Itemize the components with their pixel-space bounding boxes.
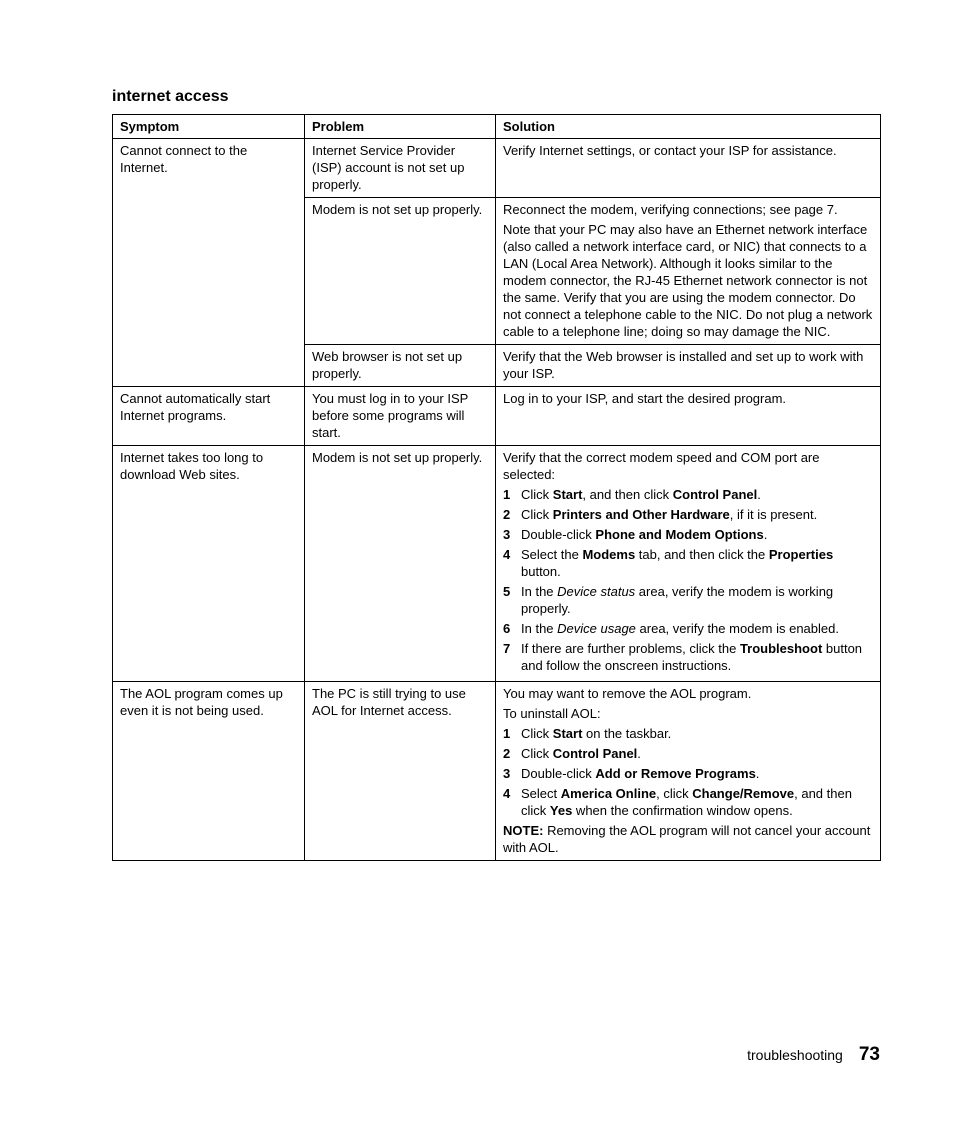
symptom-cell: Cannot automatically start Internet programs. — [113, 387, 305, 446]
problem-cell: The PC is still trying to use AOL for Internet access. — [305, 682, 496, 861]
solution-cell: Verify that the Web browser is installed and set up to work with your ISP. — [496, 345, 881, 387]
step-item: 5 In the Device status area, verify the modem is working properly. — [503, 584, 834, 616]
problem-cell: Internet Service Provider (ISP) account is not set up properly. — [305, 139, 496, 198]
step-item: 7 If there are further problems, click the Troubleshoot button and follow the onscreen instructions. — [503, 641, 863, 673]
step-number: 1 — [503, 726, 511, 741]
problem-cell: Modem is not set up properly. — [305, 198, 496, 345]
solution-cell: Verify Internet settings, or contact your ISP for assistance. — [496, 139, 881, 198]
step-list — [503, 725, 873, 819]
header-solution: Solution — [496, 115, 881, 139]
troubleshooting-table — [112, 114, 881, 861]
symptom-cell: The AOL program comes up even it is not being used. — [113, 682, 305, 861]
table-header-row — [113, 115, 881, 139]
step-item: 2 Click Printers and Other Hardware, if it is present. — [503, 507, 818, 522]
step-number: 3 — [503, 766, 511, 781]
note-label: NOTE: — [503, 823, 544, 838]
step-number: 4 — [503, 786, 511, 801]
table-row — [113, 446, 881, 682]
step-item: 4 Select America Online, click Change/Remove, and then click Yes when the confirmation window opens. — [503, 786, 852, 818]
step-number: 5 — [503, 584, 511, 599]
step-item: 2 Click Control Panel. — [503, 746, 641, 761]
page-number: 73 — [858, 1044, 880, 1065]
solution-cell — [496, 682, 881, 861]
step-number: 7 — [503, 641, 511, 656]
step-item: 3 Double-click Add or Remove Programs. — [503, 766, 760, 781]
solution-cell — [496, 446, 881, 682]
solution-cell: Log in to your ISP, and start the desired program. — [496, 387, 881, 446]
problem-cell: You must log in to your ISP before some programs will start. — [305, 387, 496, 446]
header-problem: Problem — [305, 115, 496, 139]
step-list — [503, 486, 873, 674]
solution-text: Note that your PC may also have an Ethernet network interface (also called a network interface card, or NIC) that connects to a LAN (Local Area Network). Although it looks similar to the modem connector, the RJ-45 Ethernet network connector is not the same. Verify that you are using the modem connector. Do not connect a telephone cable to the NIC. Do not plug a network cable to a telephone line; doing so may damage the NIC. — [503, 222, 873, 339]
step-item: 4 Select the Modems tab, and then click the Properties button. — [503, 547, 834, 579]
step-number: 2 — [503, 507, 511, 522]
step-number: 2 — [503, 746, 511, 761]
section-title: internet access — [112, 88, 229, 105]
header-symptom: Symptom — [113, 115, 305, 139]
problem-cell: Web browser is not set up properly. — [305, 345, 496, 387]
symptom-cell: Internet takes too long to download Web sites. — [113, 446, 305, 682]
table-row — [113, 387, 881, 446]
footer-section-label: troubleshooting — [747, 1047, 843, 1063]
solution-text: Reconnect the modem, verifying connections; see page 7. — [503, 202, 838, 217]
symptom-cell: Cannot connect to the Internet. — [113, 139, 305, 387]
solution-text: To uninstall AOL: — [503, 706, 601, 721]
step-item: 3 Double-click Phone and Modem Options. — [503, 527, 768, 542]
step-item: 6 In the Device usage area, verify the modem is enabled. — [503, 621, 839, 636]
table-row — [113, 682, 881, 861]
step-number: 6 — [503, 621, 511, 636]
note-text: NOTE: Removing the AOL program will not cancel your account with AOL. — [503, 823, 871, 855]
problem-cell: Modem is not set up properly. — [305, 446, 496, 682]
table-row — [113, 139, 881, 198]
solution-text: You may want to remove the AOL program. — [503, 686, 752, 701]
step-number: 1 — [503, 487, 511, 502]
solution-cell — [496, 198, 881, 345]
step-number: 4 — [503, 547, 511, 562]
step-item: 1 Click Start on the taskbar. — [503, 726, 672, 741]
step-number: 3 — [503, 527, 511, 542]
step-item: 1 Click Start, and then click Control Panel. — [503, 487, 761, 502]
page-footer — [747, 1044, 880, 1066]
solution-text: Verify that the correct modem speed and COM port are selected: — [503, 450, 820, 482]
